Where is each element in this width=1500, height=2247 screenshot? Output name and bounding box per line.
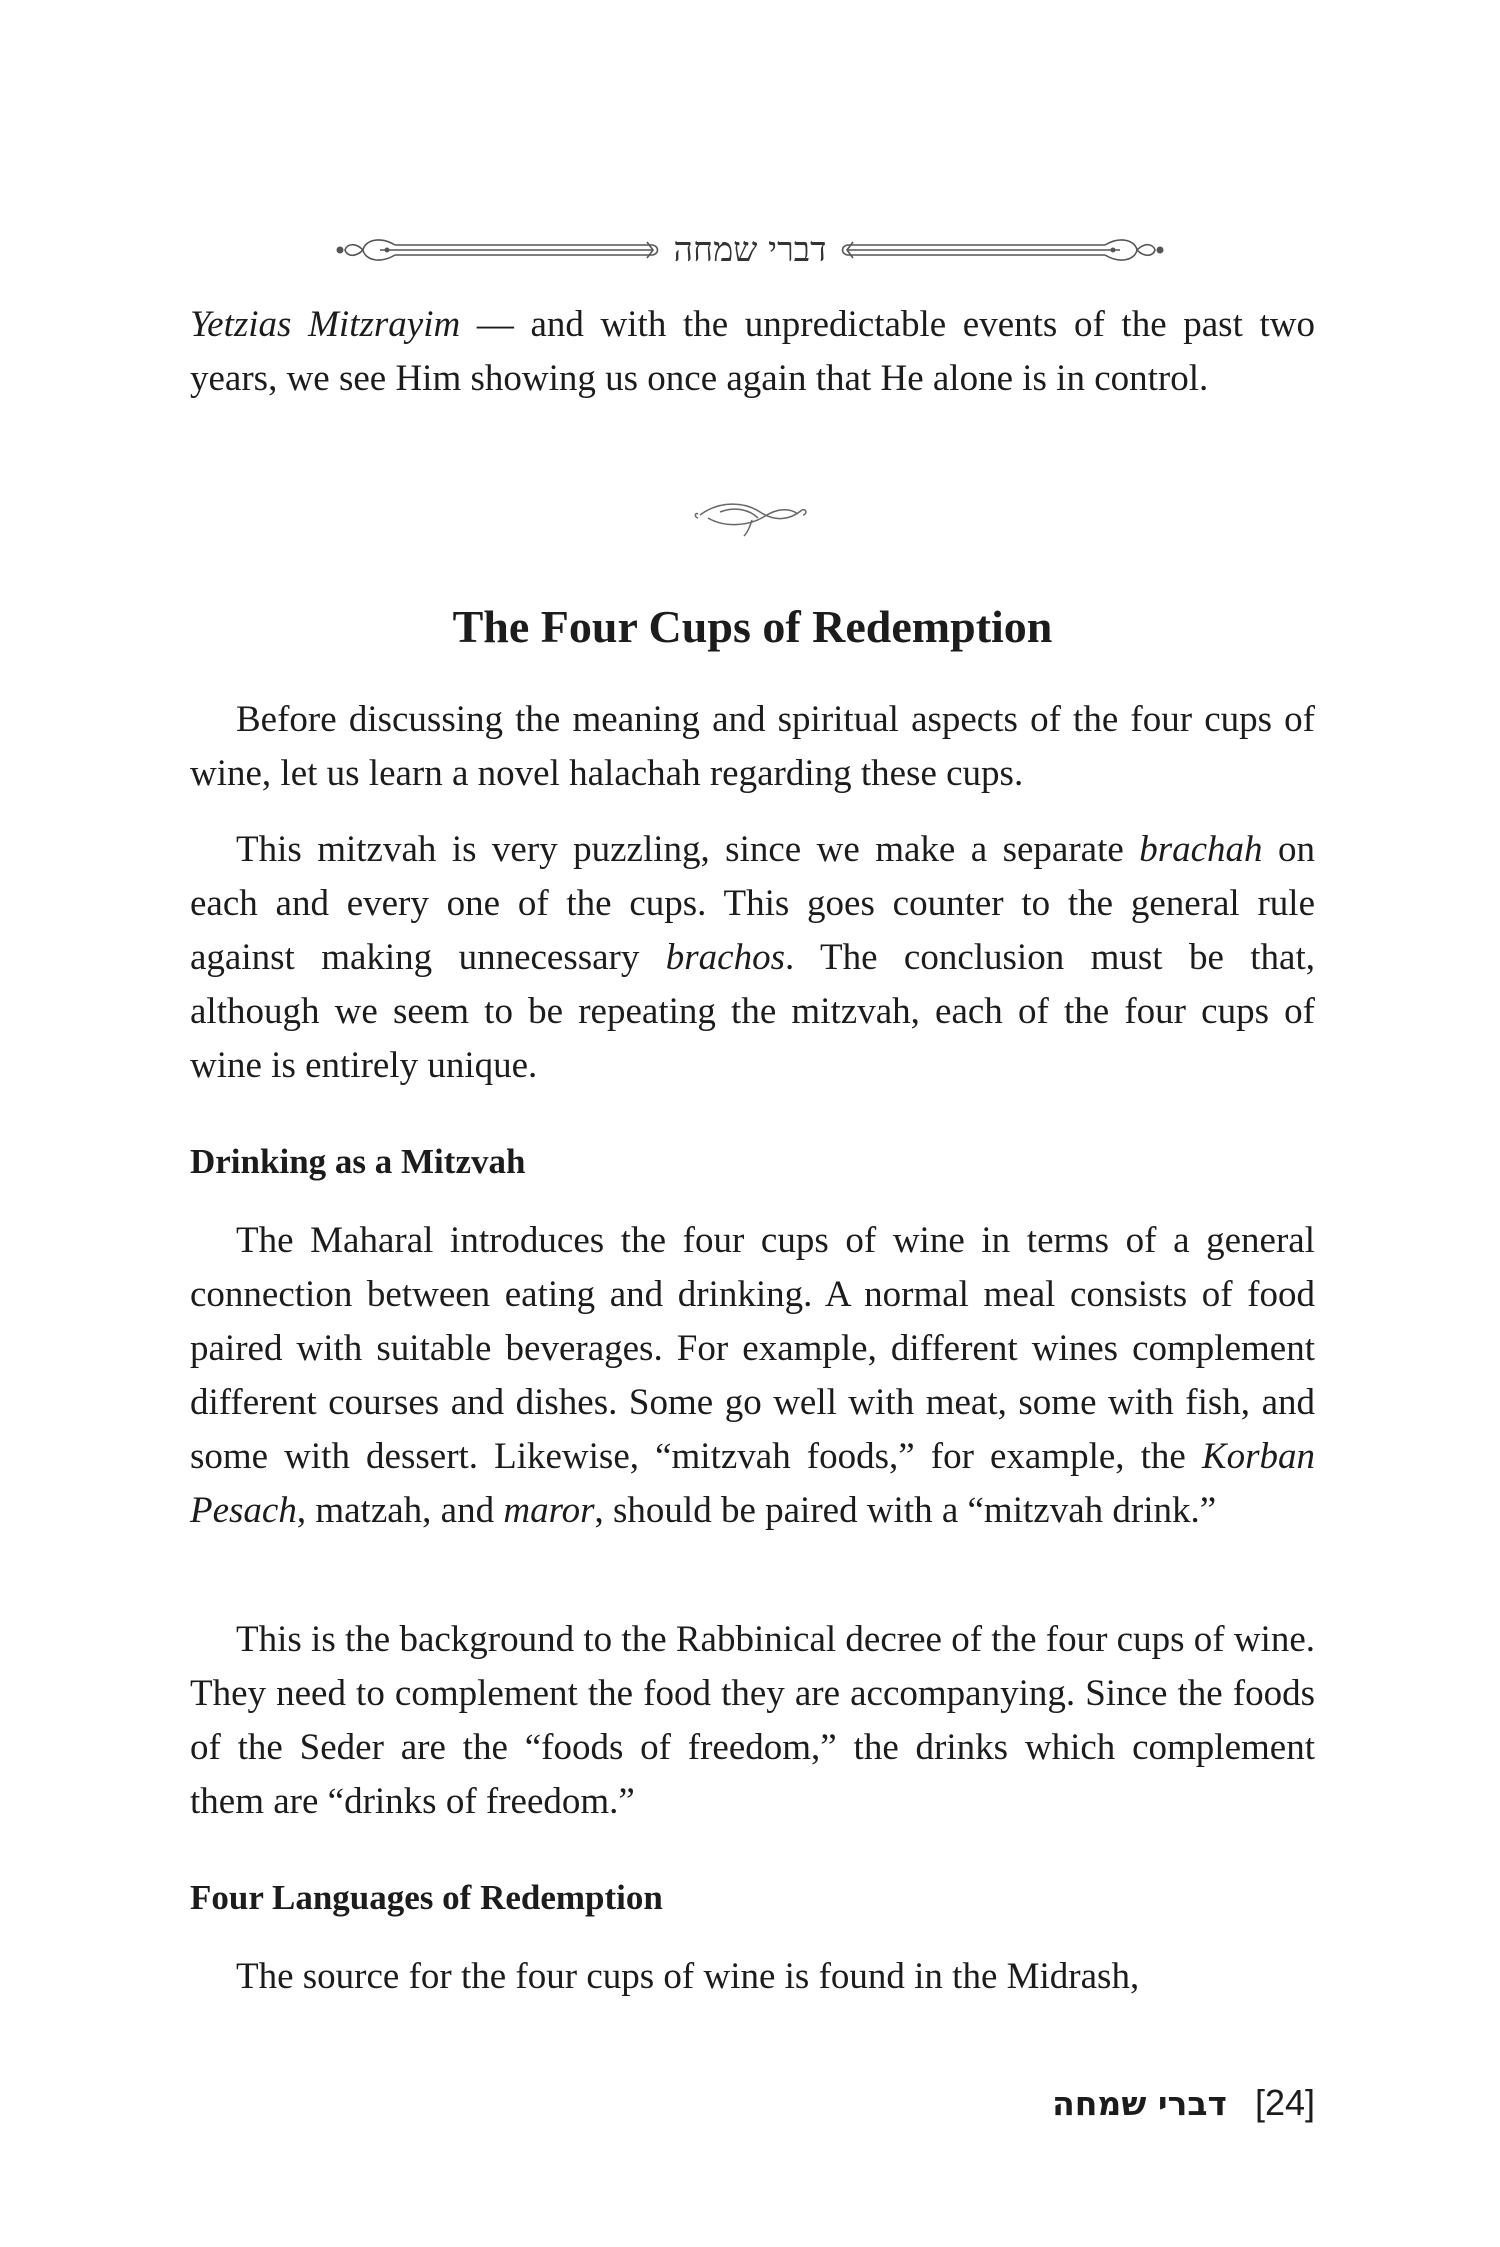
footer-book-title: דברי שמחה bbox=[1052, 2083, 1227, 2123]
page-footer bbox=[1052, 2082, 1315, 2124]
paragraph-text: . The conclusion must be that, although we seem to be repeating the mitzvah, each of the four cups of wine is entirely unique. bbox=[190, 937, 1315, 1086]
paragraph-source bbox=[190, 1950, 1315, 2004]
subheading-four-languages: Four Languages of Redemption bbox=[190, 1878, 663, 1917]
italic-term: Korban Pesach bbox=[190, 1436, 1315, 1531]
paragraph-text: The Maharal introduces the four cups of wine in terms of a general connection between eating and drinking. A normal meal consists of food paired with suitable beverages. For example, different wines complement different courses and dishes. Some go well with meat, some with fish, and some with dessert. Likewise, “mitzvah foods,” for example, the bbox=[190, 1220, 1315, 1477]
italic-term: Yetzias Mitzrayim bbox=[190, 304, 461, 345]
subheading-drinking: Drinking as a Mitzvah bbox=[190, 1142, 526, 1181]
paragraph-text: — and with the unpredictable events of the past two years, we see Him showing us once again that He alone is in control. bbox=[190, 304, 1315, 399]
paragraph-background bbox=[190, 1613, 1315, 1829]
paragraph-maharal bbox=[190, 1214, 1315, 1538]
header-right-flourish-icon bbox=[835, 230, 1165, 270]
italic-term: maror bbox=[503, 1490, 595, 1531]
paragraph-puzzle bbox=[190, 823, 1315, 1093]
paragraph-text: , should be paired with a “mitzvah drink.” bbox=[594, 1490, 1217, 1531]
italic-term: brachah bbox=[1139, 829, 1263, 870]
section-divider-flourish-icon bbox=[690, 490, 810, 540]
italic-term: brachos bbox=[665, 937, 786, 978]
section-title: The Four Cups of Redemption bbox=[452, 601, 1053, 652]
paragraph-continuation bbox=[190, 298, 1315, 406]
paragraph-text: The source for the four cups of wine is found in the Midrash, bbox=[236, 1956, 1140, 1997]
paragraph-text: This is the background to the Rabbinical decree of the four cups of wine. They need to complement the food they are accompanying. Since the foods of the Seder are the “foods of freedom,” the drinks which complement them are “drinks of freedom.” bbox=[190, 1619, 1315, 1822]
paragraph-text: This mitzvah is very puzzling, since we make a separate bbox=[236, 829, 1140, 870]
page-number: [24] bbox=[1254, 2082, 1315, 2123]
running-header bbox=[330, 222, 1170, 278]
paragraph-intro bbox=[190, 693, 1315, 801]
paragraph-text: , matzah, and bbox=[296, 1490, 504, 1531]
header-left-flourish-icon bbox=[335, 230, 665, 270]
paragraph-text: Before discussing the meaning and spiritual aspects of the four cups of wine, let us learn a novel halachah regarding these cups. bbox=[190, 699, 1315, 794]
running-header-title: דברי שמחה bbox=[673, 230, 827, 270]
paragraph-text: on each and every one of the cups. This goes counter to the general rule against making unnecessary bbox=[190, 829, 1315, 978]
